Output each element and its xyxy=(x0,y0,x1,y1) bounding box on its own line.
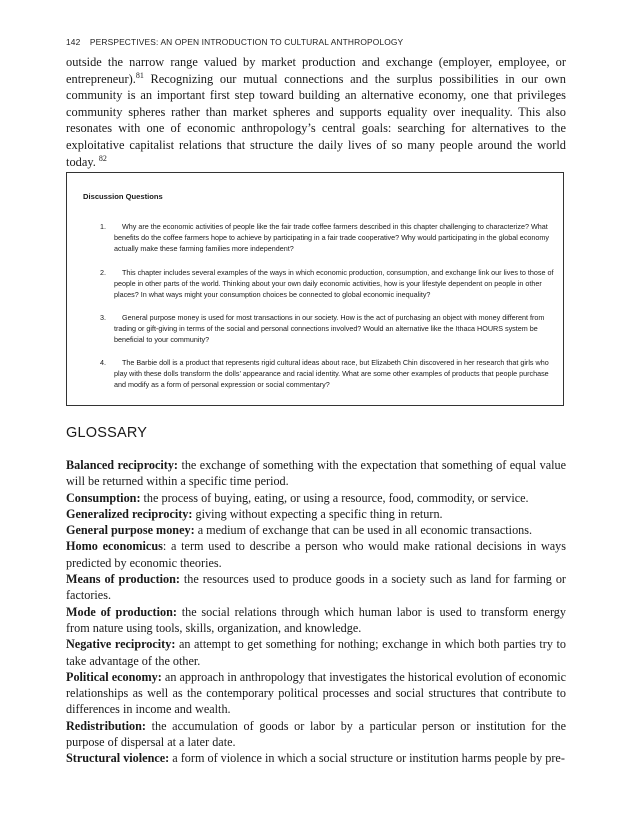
question-number: 2. xyxy=(100,268,106,277)
discussion-question-4 xyxy=(100,357,560,391)
glossary-definition: the social relations through which human labor is used to transform energy from nature using tools, skills, organization, and knowledge. xyxy=(66,604,566,635)
question-text: The Barbie doll is a product that represents rigid cultural ideas about race, but Elizabeth Chin discovered in her research that girls who play with these dolls transform the dolls’ appearance and racial identity. What are some other examples of products that people purchase and modify as a form of personal expression or social commentary? xyxy=(114,358,549,390)
footnote-ref-81[interactable]: 81 xyxy=(135,70,144,80)
glossary-definition: the exchange of something with the expectation that something of equal value will be returned within a specific time period. xyxy=(66,458,566,489)
glossary-definition: the accumulation of goods or labor by a particular person or institution for the purpose of dispersal at a later date. xyxy=(66,718,566,750)
glossary-definition: an approach in anthropology that investigates the historical evolution of economic relationships as well as the contemporary political processes and social structures that contribute to differences in income and wealth. xyxy=(66,669,566,717)
body-text-2: Recognizing our mutual connections and the surplus possibilities in our own community is an important first step toward building an alternative economy, one that privileges community spheres rather than market spheres and supports equality over inequality. This also resonates with one of economic anthropology’s central goals: searching for alternatives to the exploitative capitalist relations that structure the daily lives of so many people around the world today. xyxy=(66,71,566,169)
page-number: 142 xyxy=(66,37,81,47)
glossary-term: Mode of production: xyxy=(66,604,177,619)
glossary-term: Homo economicus xyxy=(66,539,163,554)
discussion-questions-box xyxy=(66,172,564,406)
discussion-question-1 xyxy=(100,221,560,255)
glossary-term: Negative reciprocity: xyxy=(66,637,176,652)
glossary-definition: : a term used to describe a person who would make rational decisions in ways predicted by economic theories. xyxy=(66,539,566,570)
glossary-definition: a form of violence in which a social structure or institution harms people by pre- xyxy=(169,751,565,766)
glossary-entry xyxy=(66,538,566,571)
question-text: This chapter includes several examples of the ways in which economic production, consumption, and exchange link our lives to those of people in other parts of the world. Thinking about your own daily economic activities, how is your lifestyle dependent on people in other places? In what ways might your consumption choices be connected to global economic inequality? xyxy=(114,268,554,300)
question-number: 4. xyxy=(100,358,106,367)
discussion-questions-title: Discussion Questions xyxy=(83,192,163,201)
glossary-definition: a medium of exchange that can be used in all economic transactions. xyxy=(194,523,533,538)
question-number: 1. xyxy=(100,222,106,231)
discussion-question-2 xyxy=(100,267,560,301)
question-text: Why are the economic activities of people like the fair trade coffee farmers described in this chapter challenging to characterize? What benefits do the coffee farmers hope to achieve by participating in a fair trade cooperative? Why would participating in the global economy actually make these farming families more independent? xyxy=(114,222,549,254)
body-text-1: outside the narrow range valued by market production and exchange (employer, employee, or entrepreneur). xyxy=(66,55,566,86)
glossary-definition: an attempt to get something for nothing; exchange in which both parties try to take advantage of the other. xyxy=(66,637,566,668)
glossary-entry xyxy=(66,750,566,766)
glossary-term: Generalized reciprocity: xyxy=(66,506,193,521)
glossary-definition: the process of buying, eating, or using a resource, food, commodity, or service. xyxy=(140,490,529,505)
glossary-entry xyxy=(66,571,566,604)
glossary-entry xyxy=(66,522,566,538)
glossary-term: Structural violence: xyxy=(66,751,170,766)
glossary-term: Consumption: xyxy=(66,490,141,505)
glossary-entry xyxy=(66,490,566,506)
glossary-entry xyxy=(66,669,566,718)
glossary-entry xyxy=(66,457,566,490)
glossary-definition: the resources used to produce goods in a society such as land for farming or factories. xyxy=(66,572,566,603)
glossary-entry xyxy=(66,506,566,522)
glossary-list xyxy=(66,457,566,767)
glossary-term: Political economy: xyxy=(66,669,162,684)
glossary-term: Means of production: xyxy=(66,572,180,587)
glossary-heading: GLOSSARY xyxy=(66,425,148,441)
glossary-entry xyxy=(66,636,566,669)
glossary-term: Balanced reciprocity: xyxy=(66,458,178,472)
question-number: 3. xyxy=(100,313,106,322)
glossary-term: General purpose money: xyxy=(66,523,195,538)
running-header xyxy=(66,37,403,47)
glossary-definition: giving without expecting a specific thing in return. xyxy=(192,506,443,521)
footnote-ref-82[interactable]: 82 xyxy=(98,153,107,163)
body-paragraph xyxy=(66,54,566,170)
question-text: General purpose money is used for most transactions in our society. How is the act of purchasing an object with money different from trading or gift-giving in terms of the social and personal connections involved? Would an alternative like the Ithaca HOURS system be beneficial to your community? xyxy=(114,313,545,345)
running-title: PERSPECTIVES: AN OPEN INTRODUCTION TO CULTURAL ANTHROPOLOGY xyxy=(89,37,404,47)
glossary-term: Redistribution: xyxy=(66,718,146,733)
discussion-question-3 xyxy=(100,312,560,346)
glossary-entry xyxy=(66,604,566,637)
glossary-entry xyxy=(66,718,566,751)
